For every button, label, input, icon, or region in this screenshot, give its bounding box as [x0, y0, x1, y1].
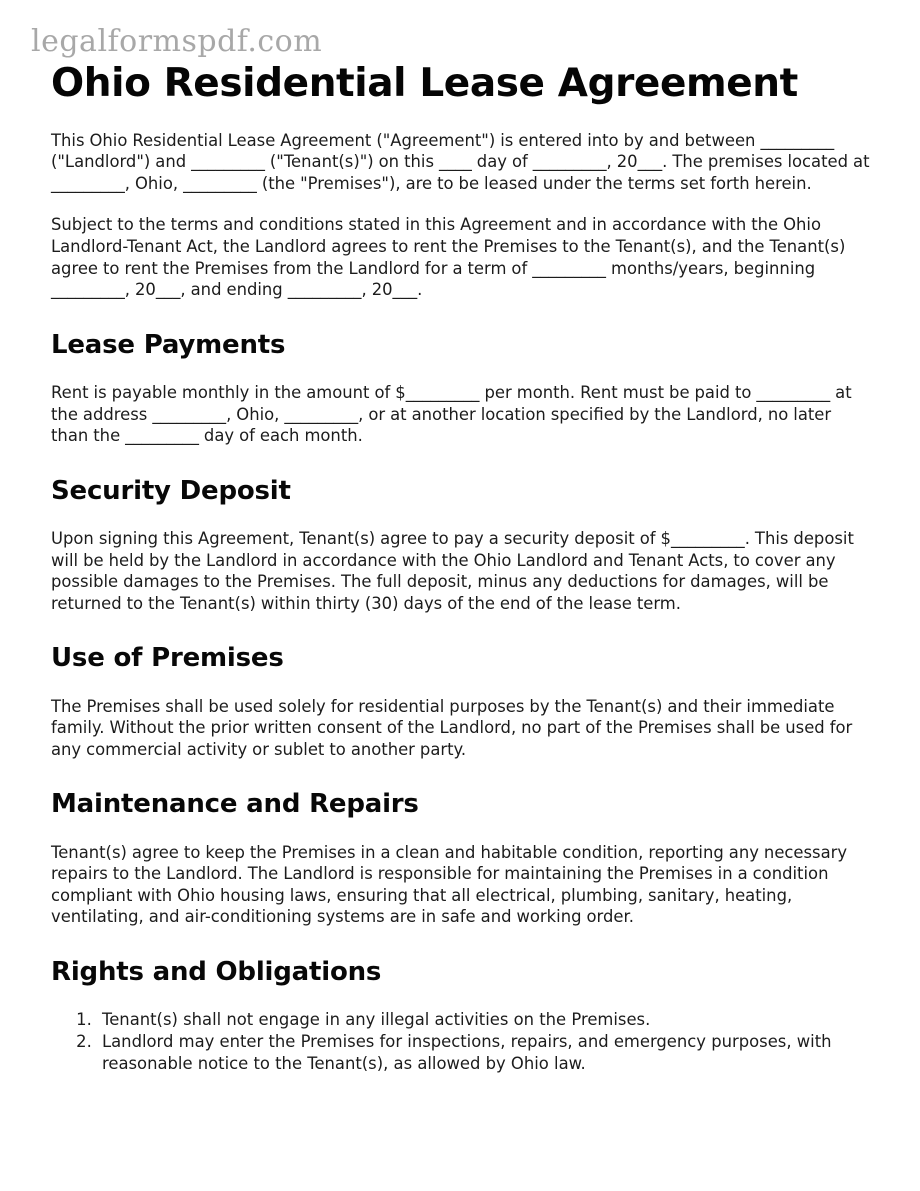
section-body-security-deposit: Upon signing this Agreement, Tenant(s) agree to pay a security deposit of $_________. This deposit will be held by the Landlord in accordance with the Ohio Landlord and Tenant Acts, to cover any possible damages to the Premises. The full deposit, minus any deductions for damages, will be returned to the Tenant(s) within thirty (30) days of the end of the lease term. — [51, 528, 854, 613]
page-title: Ohio Residential Lease Agreement — [51, 61, 798, 106]
section-body-maintenance-and-repairs: Tenant(s) agree to keep the Premises in a clean and habitable condition, reporting any necessary repairs to the Landlord. The Landlord is responsible for maintaining the Premises in a condition compliant with Ohio housing laws, ensuring that all electrical, plumbing, sanitary, heating, ventilating, and air-conditioning systems are in safe and working order. — [51, 842, 848, 927]
section-heading-use-of-premises: Use of Premises — [51, 643, 284, 674]
section-lease-payments — [51, 330, 871, 447]
site-watermark: legalformspdf.com — [31, 24, 323, 59]
intro-paragraph-2: Subject to the terms and conditions stated in this Agreement and in accordance with the Ohio Landlord-Tenant Act, the Landlord agrees to rent the Premises to the Tenant(s), and the Tenant(s) agree to rent the Premises from the Landlord for a term of _________ months/years, beginning _________, 20___, and ending _________, 20___. — [51, 215, 846, 300]
section-heading-maintenance-and-repairs: Maintenance and Repairs — [51, 789, 419, 820]
section-heading-security-deposit: Security Deposit — [51, 475, 291, 506]
rights-obligations-list — [51, 1009, 871, 1074]
section-heading-rights-and-obligations: Rights and Obligations — [51, 956, 382, 987]
section-use-of-premises — [51, 643, 871, 760]
section-body-lease-payments: Rent is payable monthly in the amount of $_________ per month. Rent must be paid to _________ at the address _________, Ohio, _________, or at another location specified by the Landlord, no later than the _________ day of each month. — [51, 383, 852, 446]
intro-paragraph-1-block — [51, 130, 871, 195]
section-maintenance-and-repairs — [51, 789, 871, 928]
list-item: 1. Tenant(s) shall not engage in any illegal activities on the Premises. — [97, 1009, 871, 1031]
intro-paragraph-2-block — [51, 214, 871, 300]
list-item: 2. Landlord may enter the Premises for inspections, repairs, and emergency purposes, with reasonable notice to the Tenant(s), as allowed by Ohio law. — [97, 1031, 871, 1075]
section-rights-and-obligations — [51, 957, 871, 1075]
document-body — [51, 62, 871, 1074]
section-body-use-of-premises: The Premises shall be used solely for residential purposes by the Tenant(s) and their immediate family. Without the prior written consent of the Landlord, no part of the Premises shall be used for any commercial activity or sublet to another party. — [51, 696, 853, 759]
section-heading-lease-payments: Lease Payments — [51, 329, 286, 360]
section-security-deposit — [51, 476, 871, 615]
intro-paragraph-1: This Ohio Residential Lease Agreement ("Agreement") is entered into by and between _________ ("Landlord") and _________ ("Tenant(s)") on this ____ day of _________, 20___. The premises located at _________, Ohio, _________ (the "Premises"), are to be leased under the terms set forth herein. — [51, 130, 870, 193]
